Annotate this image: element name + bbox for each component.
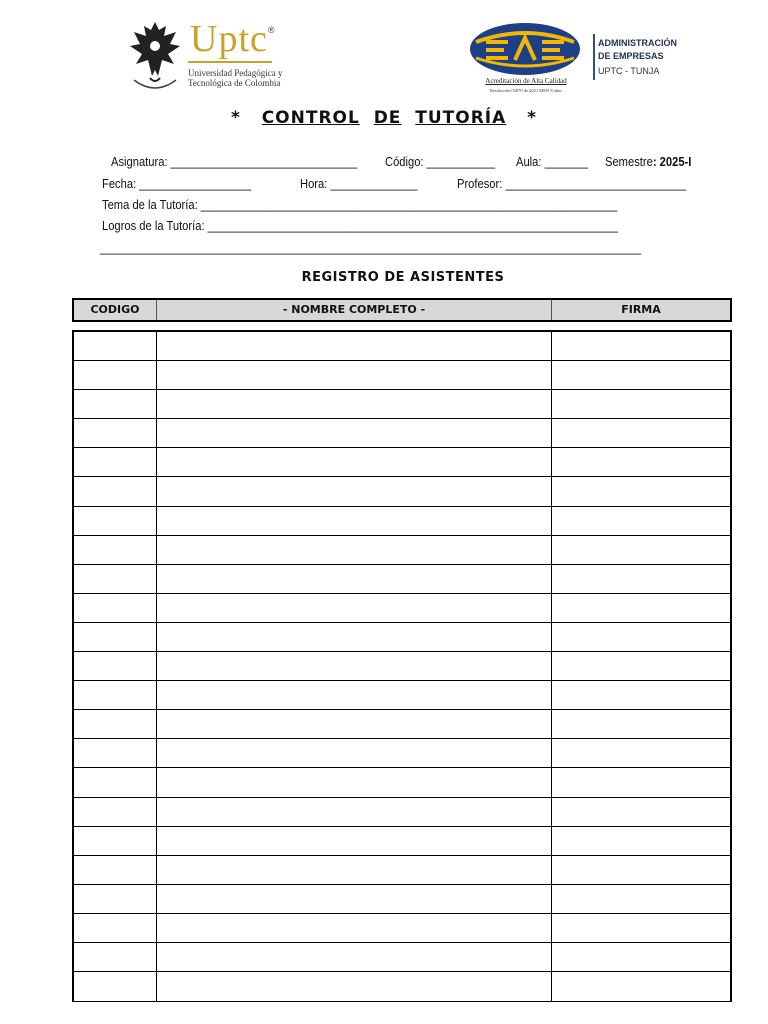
firma-cell[interactable]: [552, 390, 730, 418]
table-row: [74, 623, 730, 652]
department-line1: ADMINISTRACIÓN: [598, 38, 677, 48]
accreditation-caption: Acreditación de Alta Calidad: [485, 77, 567, 85]
nombre-cell[interactable]: [157, 332, 552, 360]
logros-continuation-line[interactable]: _______________________________________________________________________________________: [100, 240, 641, 255]
title-word-tutoria: TUTORÍA: [415, 108, 507, 128]
codigo-cell[interactable]: [74, 914, 157, 942]
nombre-cell[interactable]: [157, 623, 552, 651]
eae-accreditation-logo: [468, 22, 582, 76]
codigo-cell[interactable]: [74, 477, 157, 505]
firma-cell[interactable]: [552, 448, 730, 476]
codigo-cell[interactable]: [74, 972, 157, 1001]
nombre-cell[interactable]: [157, 768, 552, 796]
firma-cell[interactable]: [552, 361, 730, 389]
table-row: [74, 827, 730, 856]
firma-cell[interactable]: [552, 419, 730, 447]
firma-cell[interactable]: [552, 652, 730, 680]
uptc-eagle-emblem: [128, 18, 182, 92]
codigo-field[interactable]: Código: ___________: [385, 154, 496, 169]
firma-cell[interactable]: [552, 477, 730, 505]
nombre-cell[interactable]: [157, 565, 552, 593]
uptc-divider: [188, 61, 272, 63]
hora-field[interactable]: Hora: ______________: [300, 176, 418, 191]
firma-cell[interactable]: [552, 594, 730, 622]
aula-field[interactable]: Aula: _______: [516, 154, 589, 169]
nombre-cell[interactable]: [157, 798, 552, 826]
table-row: [74, 739, 730, 768]
table-row: [74, 565, 730, 594]
codigo-cell[interactable]: [74, 332, 157, 360]
department-line3: UPTC - TUNJA: [598, 66, 660, 76]
semestre-value: : 2025-I: [652, 154, 692, 169]
firma-cell[interactable]: [552, 914, 730, 942]
firma-cell[interactable]: [552, 856, 730, 884]
codigo-cell[interactable]: [74, 943, 157, 971]
codigo-cell[interactable]: [74, 768, 157, 796]
firma-cell[interactable]: [552, 507, 730, 535]
nombre-cell[interactable]: [157, 448, 552, 476]
semestre-field: [605, 154, 691, 169]
accreditation-resolution: Resolución 03870 de 2021 MEN 8 años: [490, 88, 562, 93]
page-title: [0, 108, 768, 128]
table-row: [74, 361, 730, 390]
nombre-cell[interactable]: [157, 594, 552, 622]
firma-cell[interactable]: [552, 885, 730, 913]
fecha-field[interactable]: Fecha: __________________: [102, 176, 252, 191]
codigo-cell[interactable]: [74, 681, 157, 709]
uptc-wordmark: Uptc: [190, 18, 268, 60]
title-star-right: *: [527, 108, 537, 128]
title-word-control: CONTROL: [261, 108, 360, 128]
department-line2: DE EMPRESAS: [598, 51, 664, 61]
codigo-cell[interactable]: [74, 361, 157, 389]
firma-cell[interactable]: [552, 681, 730, 709]
table-row: [74, 332, 730, 361]
firma-cell[interactable]: [552, 943, 730, 971]
table-row: [74, 856, 730, 885]
title-word-de: DE: [373, 108, 402, 128]
table-row: [74, 536, 730, 565]
table-row: [74, 448, 730, 477]
table-row: [74, 798, 730, 827]
codigo-cell[interactable]: [74, 419, 157, 447]
codigo-cell[interactable]: [74, 710, 157, 738]
title-star-left: *: [231, 108, 241, 128]
table-row: [74, 681, 730, 710]
firma-cell[interactable]: [552, 827, 730, 855]
table-row: [74, 477, 730, 506]
table-row: [74, 390, 730, 419]
codigo-cell[interactable]: [74, 594, 157, 622]
nombre-cell[interactable]: [157, 361, 552, 389]
codigo-cell[interactable]: [74, 856, 157, 884]
nombre-cell[interactable]: [157, 652, 552, 680]
codigo-cell[interactable]: [74, 885, 157, 913]
codigo-cell[interactable]: [74, 565, 157, 593]
column-header-codigo: CODIGO: [74, 300, 157, 320]
nombre-cell[interactable]: [157, 885, 552, 913]
codigo-cell[interactable]: [74, 536, 157, 564]
nombre-cell[interactable]: [157, 681, 552, 709]
firma-cell[interactable]: [552, 798, 730, 826]
codigo-cell[interactable]: [74, 739, 157, 767]
table-row: [74, 914, 730, 943]
column-header-nombre: - NOMBRE COMPLETO -: [157, 300, 552, 320]
table-row: [74, 768, 730, 797]
tema-field[interactable]: Tema de la Tutoría: ___________________________________________________________________: [102, 197, 618, 212]
profesor-field[interactable]: Profesor: _____________________________: [457, 176, 686, 191]
nombre-cell[interactable]: [157, 914, 552, 942]
firma-cell[interactable]: [552, 739, 730, 767]
codigo-cell[interactable]: [74, 448, 157, 476]
firma-cell[interactable]: [552, 565, 730, 593]
codigo-cell[interactable]: [74, 798, 157, 826]
nombre-cell[interactable]: [157, 856, 552, 884]
table-row: [74, 419, 730, 448]
registered-mark: ®: [268, 25, 275, 35]
asignatura-field[interactable]: Asignatura: ______________________________: [111, 154, 358, 169]
nombre-cell[interactable]: [157, 972, 552, 1001]
table-row: [74, 972, 730, 1001]
nombre-cell[interactable]: [157, 419, 552, 447]
firma-cell[interactable]: [552, 710, 730, 738]
firma-cell[interactable]: [552, 623, 730, 651]
table-row: [74, 652, 730, 681]
department-divider: [593, 34, 595, 80]
nombre-cell[interactable]: [157, 536, 552, 564]
nombre-cell[interactable]: [157, 943, 552, 971]
firma-cell[interactable]: [552, 536, 730, 564]
table-row: [74, 507, 730, 536]
nombre-cell[interactable]: [157, 827, 552, 855]
table-row: [74, 710, 730, 739]
codigo-cell[interactable]: [74, 652, 157, 680]
nombre-cell[interactable]: [157, 390, 552, 418]
nombre-cell[interactable]: [157, 507, 552, 535]
firma-cell[interactable]: [552, 768, 730, 796]
table-row: [74, 943, 730, 972]
attendance-table: [72, 330, 732, 1002]
logros-field[interactable]: Logros de la Tutoría: __________________________________________________________________: [102, 218, 619, 233]
codigo-cell[interactable]: [74, 827, 157, 855]
firma-cell[interactable]: [552, 972, 730, 1001]
nombre-cell[interactable]: [157, 477, 552, 505]
table-row: [74, 885, 730, 914]
uptc-subtitle-line2: Tecnológica de Colombia: [188, 78, 281, 88]
codigo-cell[interactable]: [74, 507, 157, 535]
table-row: [74, 594, 730, 623]
nombre-cell[interactable]: [157, 739, 552, 767]
uptc-subtitle-line1: Universidad Pedagógica y: [188, 68, 283, 78]
column-header-firma: FIRMA: [621, 303, 661, 316]
firma-cell[interactable]: [552, 332, 730, 360]
semestre-label: Semestre: [605, 154, 653, 169]
attendance-table-header: [72, 298, 732, 322]
codigo-cell[interactable]: [74, 623, 157, 651]
nombre-cell[interactable]: [157, 710, 552, 738]
codigo-cell[interactable]: [74, 390, 157, 418]
section-title: REGISTRO DE ASISTENTES: [301, 270, 505, 285]
